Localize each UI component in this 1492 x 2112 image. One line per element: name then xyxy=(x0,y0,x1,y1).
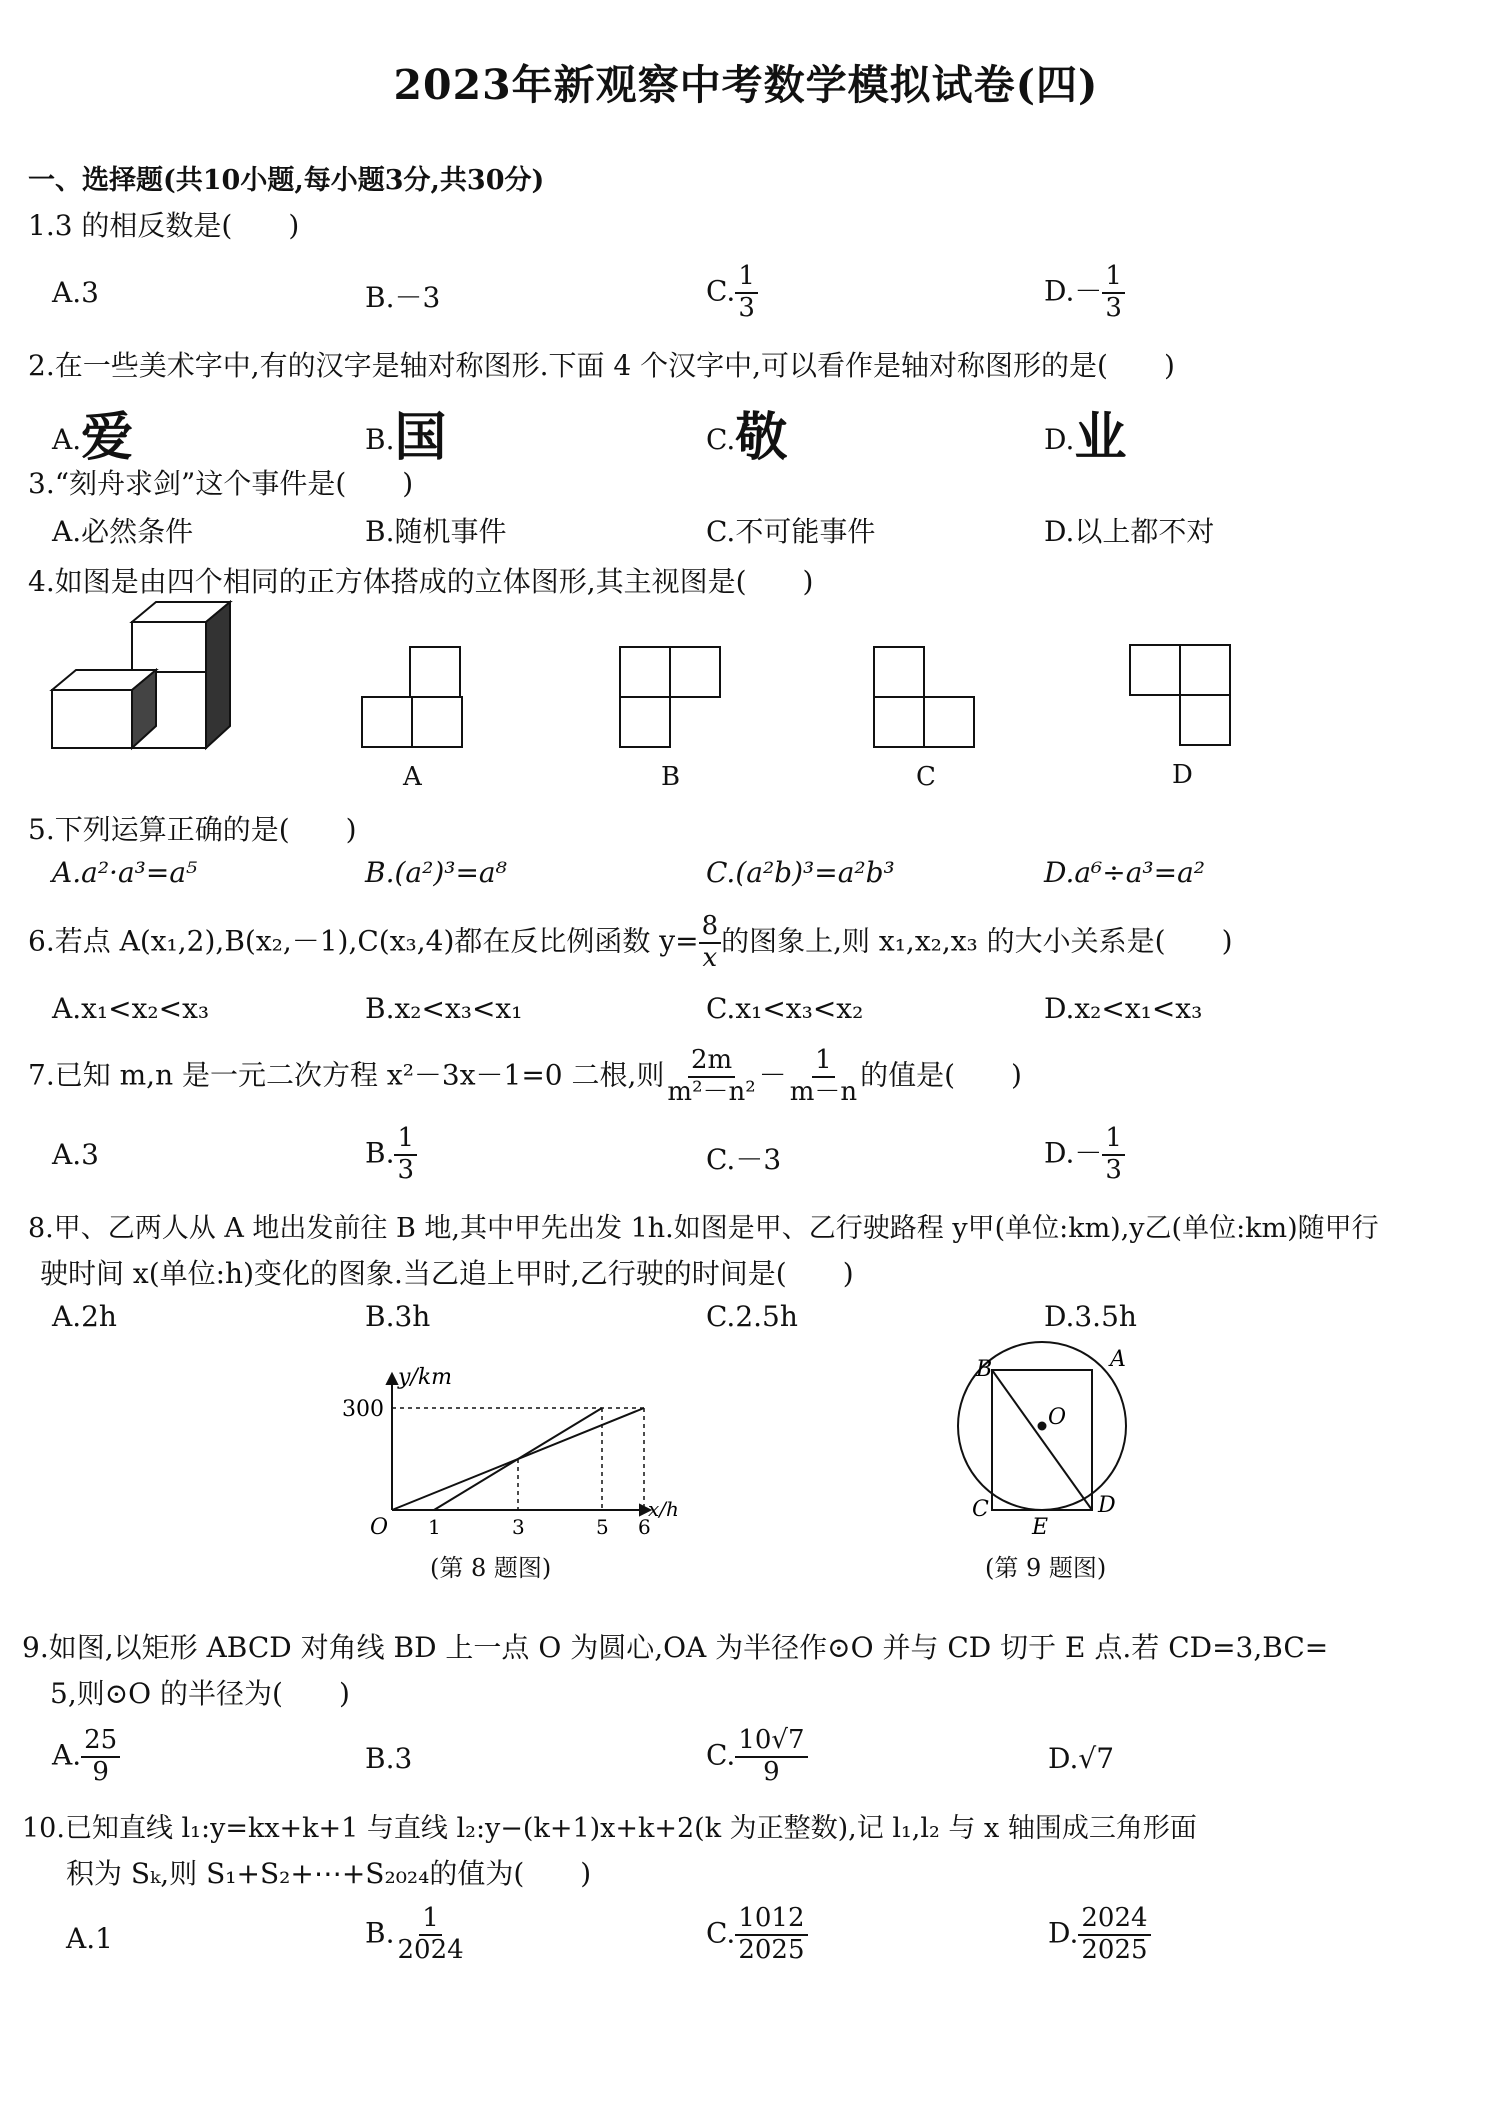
fraction: $\frac{1}{3}$ xyxy=(394,1124,417,1186)
fig8-ylabel: y/km xyxy=(398,1365,453,1390)
q5-option-b[interactable]: B.(a²)³=a⁸ xyxy=(365,856,507,889)
q5-option-d[interactable]: D.a⁶÷a³=a² xyxy=(1044,856,1206,889)
fig9-label-e: E xyxy=(1032,1515,1049,1540)
fraction: $\frac{1}{3}$ xyxy=(1102,1124,1125,1186)
q9-option-c[interactable]: C. $\frac{10√7}{9}$ xyxy=(706,1726,808,1788)
page-title: 2023年新观察中考数学模拟试卷(四) xyxy=(393,61,1099,109)
question-9-line2: 5,则⊙O 的半径为( ) xyxy=(50,1677,350,1710)
label-b: B xyxy=(661,762,681,792)
fig9-label-d: D xyxy=(1098,1493,1116,1518)
q7-option-b[interactable]: B. $\frac{1}{3}$ xyxy=(365,1124,417,1186)
fig8-xlabel: x/h xyxy=(648,1497,679,1521)
fig9-label-a: A xyxy=(1110,1347,1126,1372)
question-2-stem: 2.在一些美术字中,有的汉字是轴对称图形.下面 4 个汉字中,可以看作是轴对称图形的是( ) xyxy=(28,349,1175,382)
question-8-line2: 驶时间 x(单位:h)变化的图象.当乙追上甲时,乙行驶的时间是( ) xyxy=(40,1257,854,1290)
question-1-stem: 1.3 的相反数是( ) xyxy=(28,209,300,242)
section-heading: 一、选择题(共10小题,每小题3分,共30分) xyxy=(28,165,545,196)
fraction: $\frac{8}{x}$ xyxy=(699,912,722,974)
q2-option-d[interactable]: D.业 xyxy=(1044,408,1127,468)
q2-option-c[interactable]: C.敬 xyxy=(706,408,788,468)
question-9-line1: 9.如图,以矩形 ABCD 对角线 BD 上一点 O 为圆心,OA 为半径作⊙O 并与 CD 切于 E 点.若 CD=3,BC= xyxy=(22,1631,1329,1664)
question-5-stem: 5.下列运算正确的是( ) xyxy=(28,813,357,846)
q7-option-a[interactable]: A.3 xyxy=(52,1138,99,1171)
q3-option-a[interactable]: A.必然条件 xyxy=(52,515,194,548)
fig9-label-b: B xyxy=(976,1357,993,1382)
fig8-origin: O xyxy=(370,1515,389,1540)
option-c-view[interactable] xyxy=(872,645,982,750)
q1-option-c[interactable]: C. $\frac{1}{3}$ xyxy=(706,262,758,324)
fraction: $\frac{1}{3}$ xyxy=(1102,262,1125,324)
fraction: $\frac{1}{m-n}$ xyxy=(789,1045,858,1107)
q2-option-b[interactable]: B.国 xyxy=(365,408,447,468)
question-7-stem: 7.已知 m,n 是一元二次方程 x²－3x－1=0 二根,则 $\frac{2m}{\text{m²－n²}}$ － $\frac{1}{m-n}$ 的值是( ) xyxy=(28,1045,1022,1107)
figure-8-caption: (第 8 题图) xyxy=(430,1554,552,1582)
q2-option-a[interactable]: A.爱 xyxy=(52,408,134,468)
fraction: $\frac{10√7}{9}$ xyxy=(735,1726,807,1788)
q1-option-d[interactable]: D.－ $\frac{1}{3}$ xyxy=(1044,262,1125,324)
q9-option-b[interactable]: B.3 xyxy=(365,1742,413,1775)
fraction: $\frac{25}{9}$ xyxy=(81,1726,120,1788)
q9-option-a[interactable]: A. $\frac{25}{9}$ xyxy=(52,1726,120,1788)
glyph-guo: 国 xyxy=(394,408,447,468)
fig8-tick-3: 3 xyxy=(512,1515,525,1539)
q8-option-c[interactable]: C.2.5h xyxy=(706,1300,798,1333)
fraction: $\frac{1012}{2025}$ xyxy=(735,1904,807,1966)
cube-stack-figure xyxy=(40,600,220,750)
label-a: A xyxy=(403,762,422,792)
q10-option-b[interactable]: B. $\frac{1}{2024}$ xyxy=(365,1904,467,1966)
q3-option-c[interactable]: C.不可能事件 xyxy=(706,515,876,548)
q6-option-c[interactable]: C.x₁<x₃<x₂ xyxy=(706,992,864,1025)
q10-option-c[interactable]: C. $\frac{1012}{2025}$ xyxy=(706,1904,808,1966)
figure-8-graph xyxy=(340,1360,679,1540)
fig8-tick-6: 6 xyxy=(638,1515,651,1539)
q7-option-d[interactable]: D.－ $\frac{1}{3}$ xyxy=(1044,1124,1125,1186)
q8-option-b[interactable]: B.3h xyxy=(365,1300,431,1333)
glyph-ye: 业 xyxy=(1074,408,1127,468)
fig9-label-o: O xyxy=(1048,1405,1067,1430)
fraction: $\frac{2024}{2025}$ xyxy=(1078,1904,1150,1966)
figure-9-caption: (第 9 题图) xyxy=(985,1554,1107,1582)
option-b-view[interactable] xyxy=(618,645,728,750)
question-10-line1: 10.已知直线 l₁:y=kx+k+1 与直线 l₂:y−(k+1)x+k+2(k 为正整数),记 l₁,l₂ 与 x 轴围成三角形面 xyxy=(22,1813,1197,1844)
q6-option-b[interactable]: B.x₂<x₃<x₁ xyxy=(365,992,523,1025)
question-4-stem: 4.如图是由四个相同的正方体搭成的立体图形,其主视图是( ) xyxy=(28,565,814,598)
label-c: C xyxy=(916,762,936,792)
figure-9-geometry xyxy=(950,1340,1150,1540)
q10-option-d[interactable]: D. $\frac{2024}{2025}$ xyxy=(1048,1904,1151,1966)
q1-option-a[interactable]: A.3 xyxy=(52,276,99,309)
option-d-view[interactable] xyxy=(1128,643,1238,748)
question-10-line2: 积为 Sₖ,则 S₁+S₂+⋯+S₂₀₂₄的值为( ) xyxy=(66,1857,592,1890)
fig8-y300: 300 xyxy=(342,1397,384,1422)
q3-option-d[interactable]: D.以上都不对 xyxy=(1044,515,1215,548)
fig8-tick-1: 1 xyxy=(428,1515,441,1539)
option-a-view[interactable] xyxy=(360,645,470,750)
fraction: $\frac{1}{2024}$ xyxy=(397,1903,464,1965)
q6-option-a[interactable]: A.x₁<x₂<x₃ xyxy=(52,992,210,1025)
fig8-tick-5: 5 xyxy=(596,1515,609,1539)
q8-option-d[interactable]: D.3.5h xyxy=(1044,1300,1137,1333)
fraction: $\frac{1}{3}$ xyxy=(735,262,758,324)
q6-option-d[interactable]: D.x₂<x₁<x₃ xyxy=(1044,992,1203,1025)
glyph-jing: 敬 xyxy=(735,408,788,468)
q1-option-b[interactable]: B.－3 xyxy=(365,281,441,314)
glyph-ai: 爱 xyxy=(81,408,134,468)
q8-option-a[interactable]: A.2h xyxy=(52,1300,117,1333)
fraction: $\frac{2m}{\text{m²－n²}}$ xyxy=(667,1045,756,1107)
question-3-stem: 3.“刻舟求剑”这个事件是( ) xyxy=(28,467,414,500)
q9-option-d[interactable]: D.√7 xyxy=(1048,1742,1115,1775)
question-6-stem: 6.若点 A(x₁,2),B(x₂,－1),C(x₃,4)都在反比例函数 y= $\frac{8}{x}$ 的图象上,则 x₁,x₂,x₃ 的大小关系是( ) xyxy=(28,911,1233,973)
q5-option-a[interactable]: A.a²·a³=a⁵ xyxy=(52,856,198,889)
question-8-line1: 8.甲、乙两人从 A 地出发前往 B 地,其中甲先出发 1h.如图是甲、乙行驶路程 y甲(单位:km),y乙(单位:km)随甲行 xyxy=(28,1213,1379,1244)
q10-option-a[interactable]: A.1 xyxy=(66,1922,113,1955)
q7-option-c[interactable]: C.－3 xyxy=(706,1143,782,1176)
q3-option-b[interactable]: B.随机事件 xyxy=(365,515,507,548)
q5-option-c[interactable]: C.(a²b)³=a²b³ xyxy=(706,856,895,889)
label-d: D xyxy=(1172,760,1193,790)
fig9-label-c: C xyxy=(972,1497,989,1522)
